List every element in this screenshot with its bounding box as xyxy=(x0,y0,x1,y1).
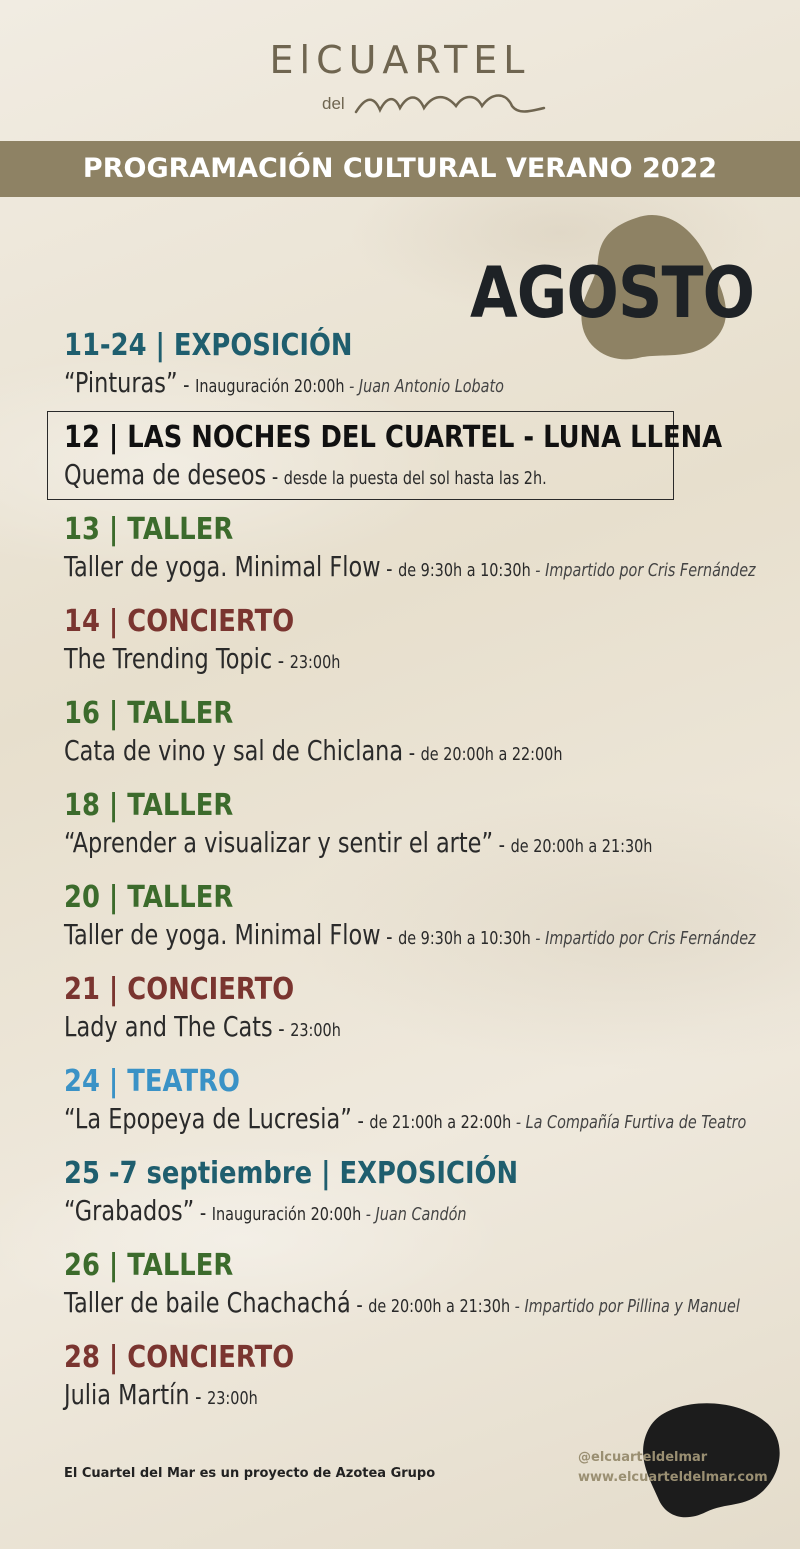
event-extra: - Juan Candón xyxy=(361,1204,467,1225)
event-separator: - xyxy=(272,1017,291,1042)
event-time: de 20:00h a 21:30h xyxy=(510,836,653,857)
event-title: Taller de baile Chachachá xyxy=(64,1286,351,1319)
event-time: de 9:30h a 10:30h xyxy=(398,928,531,949)
event-details xyxy=(64,458,640,497)
event-time: Inauguración 20:00h xyxy=(195,376,345,397)
event-item xyxy=(64,786,784,865)
event-title: Julia Martín xyxy=(64,1378,190,1411)
event-separator: - xyxy=(350,1293,369,1318)
event-item xyxy=(64,970,784,1049)
event-separator: - xyxy=(189,1385,208,1410)
event-heading: 26 | TALLER xyxy=(64,1248,234,1283)
event-title: “Pinturas” xyxy=(64,366,178,399)
event-separator: - xyxy=(493,833,511,858)
event-title: “Aprender a visualizar y sentir el arte” xyxy=(64,826,494,859)
event-heading: 24 | TEATRO xyxy=(64,1064,240,1099)
event-details xyxy=(64,1286,740,1325)
event-time: 23:00h xyxy=(207,1388,258,1409)
event-details xyxy=(64,826,653,865)
event-item xyxy=(64,1062,784,1141)
event-time: Inauguración 20:00h xyxy=(211,1204,362,1225)
event-heading: 21 | CONCIERTO xyxy=(64,972,295,1007)
event-heading: 20 | TALLER xyxy=(64,880,234,915)
event-heading: 11-24 | EXPOSICIÓN xyxy=(64,328,353,363)
event-separator: - xyxy=(272,649,290,674)
event-details xyxy=(64,1102,747,1141)
event-separator: - xyxy=(266,465,284,490)
event-heading: 28 | CONCIERTO xyxy=(64,1340,295,1375)
event-time: de 20:00h a 22:00h xyxy=(420,744,563,765)
footer-credit: El Cuartel del Mar es un proyecto de Azotea Grupo xyxy=(64,1466,436,1481)
event-item xyxy=(64,1154,784,1233)
event-heading: 14 | CONCIERTO xyxy=(64,604,295,639)
mar-wave-icon xyxy=(352,86,548,120)
event-heading: 18 | TALLER xyxy=(64,788,234,823)
event-title: Quema de deseos xyxy=(64,458,267,491)
social-links xyxy=(578,1448,768,1488)
event-item xyxy=(64,694,784,773)
event-time: de 21:00h a 22:00h xyxy=(369,1112,512,1133)
event-item xyxy=(64,326,784,405)
event-item xyxy=(64,1246,784,1325)
event-time: 23:00h xyxy=(290,1020,341,1041)
event-item xyxy=(64,878,784,957)
event-time: de 9:30h a 10:30h xyxy=(398,560,531,581)
event-details xyxy=(64,1378,640,1417)
event-details xyxy=(64,1010,640,1049)
event-separator: - xyxy=(194,1201,212,1226)
event-title: Taller de yoga. Minimal Flow xyxy=(64,918,381,951)
instagram-handle[interactable]: @elcuarteldelmar xyxy=(578,1450,708,1465)
logo-title: ElCUARTEL xyxy=(269,38,531,82)
event-time: 23:00h xyxy=(289,652,341,673)
event-details xyxy=(64,550,756,589)
event-separator: - xyxy=(351,1109,370,1134)
event-details xyxy=(64,734,640,773)
event-extra: - Impartido por Cris Fernández xyxy=(530,560,756,581)
event-extra: - La Compañía Furtiva de Teatro xyxy=(511,1112,747,1133)
event-extra: - Impartido por Cris Fernández xyxy=(530,928,756,949)
program-banner: PROGRAMACIÓN CULTURAL VERANO 2022 xyxy=(0,141,800,197)
event-time: desde la puesta del sol hasta las 2h. xyxy=(283,468,547,489)
logo xyxy=(0,38,800,128)
event-title: “La Epopeya de Lucresia” xyxy=(64,1102,352,1135)
event-item xyxy=(64,602,784,681)
event-time: de 20:00h a 21:30h xyxy=(368,1296,511,1317)
event-separator: - xyxy=(380,557,399,582)
logo-del: del xyxy=(322,94,345,113)
event-item xyxy=(64,510,784,589)
event-extra: - Impartido por Pillina y Manuel xyxy=(510,1296,740,1317)
event-extra: - Juan Antonio Lobato xyxy=(344,376,504,397)
event-heading: 16 | TALLER xyxy=(64,696,234,731)
event-item xyxy=(64,418,784,497)
event-heading: 25 -7 septiembre | EXPOSICIÓN xyxy=(64,1156,519,1191)
event-heading: 12 | LAS NOCHES DEL CUARTEL - LUNA LLENA xyxy=(64,420,723,455)
event-heading: 13 | TALLER xyxy=(64,512,234,547)
event-title: The Trending Topic xyxy=(64,642,273,675)
event-separator: - xyxy=(403,741,421,766)
event-title: Lady and The Cats xyxy=(64,1010,273,1043)
event-details xyxy=(64,366,640,405)
event-title: “Grabados” xyxy=(64,1194,195,1227)
event-separator: - xyxy=(380,925,399,950)
event-details xyxy=(64,918,756,957)
event-details xyxy=(64,642,640,681)
event-details xyxy=(64,1194,640,1233)
website-link[interactable]: www.elcuarteldelmar.com xyxy=(578,1470,768,1485)
month-title: AGOSTO xyxy=(470,252,755,334)
event-title: Cata de vino y sal de Chiclana xyxy=(64,734,404,767)
event-title: Taller de yoga. Minimal Flow xyxy=(64,550,381,583)
event-separator: - xyxy=(177,373,196,398)
